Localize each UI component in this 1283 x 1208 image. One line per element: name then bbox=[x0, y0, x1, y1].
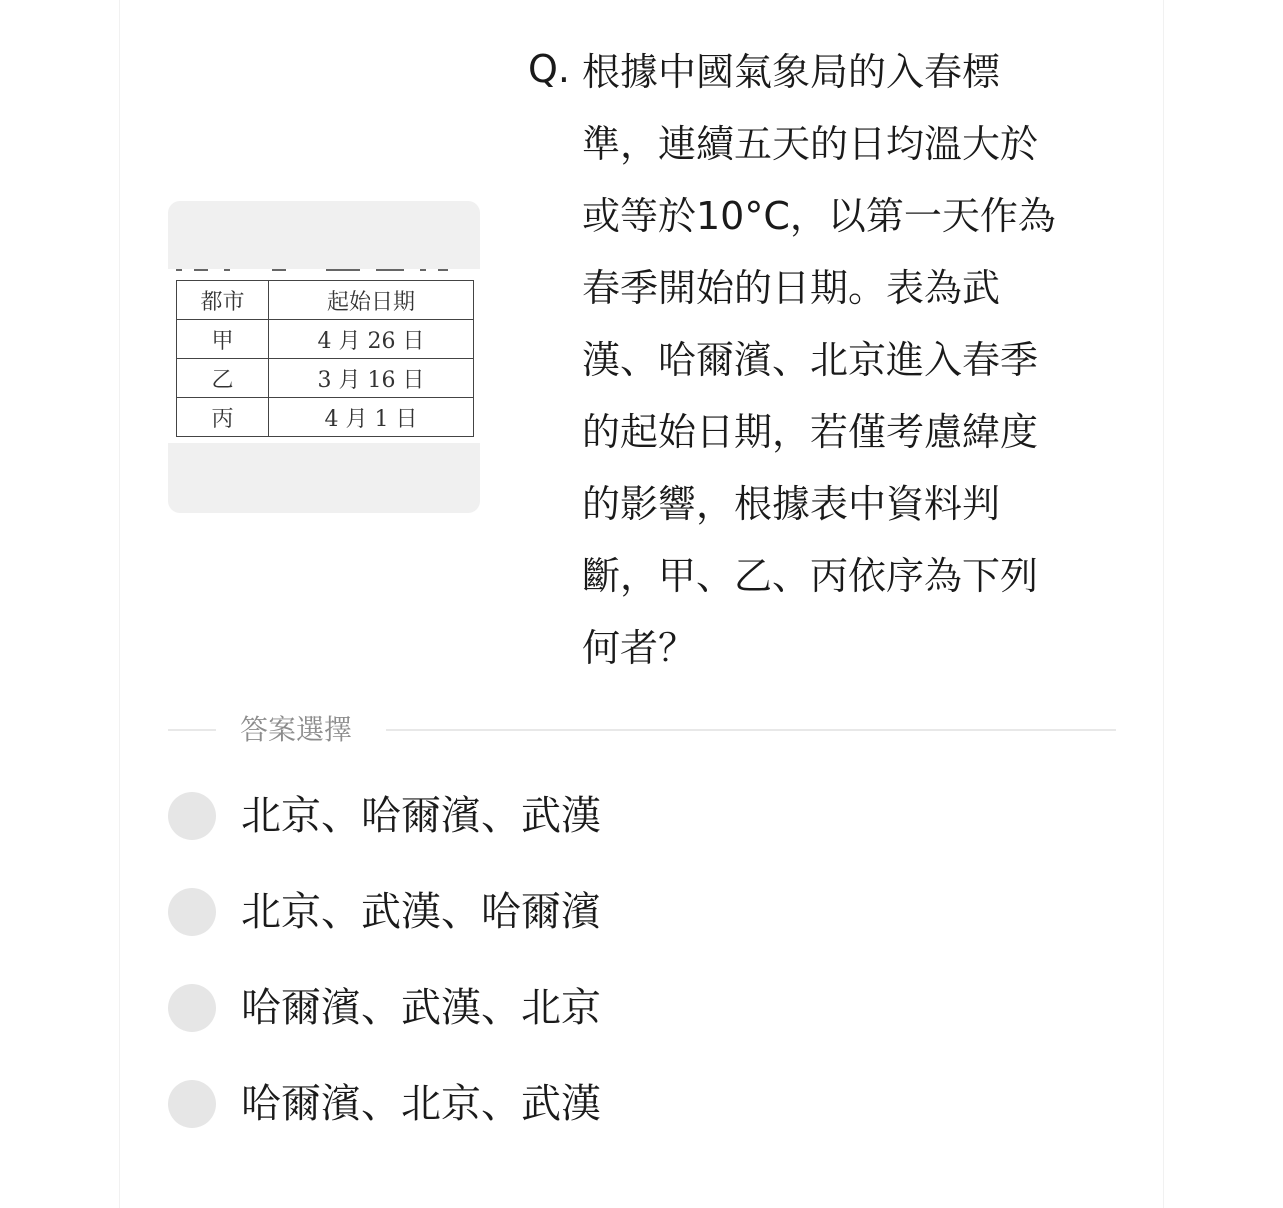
answer-option-label: 哈爾濱、武漢、北京 bbox=[241, 985, 601, 1031]
question-line: 漢、哈爾濱、北京進入春季 bbox=[582, 338, 1039, 382]
question-line: 或等於10°C，以第一天作為 bbox=[582, 194, 1056, 238]
radio-button[interactable] bbox=[168, 984, 216, 1032]
question-line: 的影響，根據表中資料判 bbox=[582, 482, 1001, 526]
city-spring-start-table bbox=[176, 280, 474, 437]
figure-paper bbox=[168, 269, 480, 443]
table-row bbox=[177, 398, 474, 437]
table-cell-city: 丙 bbox=[177, 398, 269, 437]
table-cell-date: 3 月 16 日 bbox=[269, 359, 474, 398]
answer-option-label: 哈爾濱、北京、武漢 bbox=[241, 1081, 601, 1127]
question-line: 準，連續五天的日均溫大於 bbox=[582, 122, 1039, 166]
question-text bbox=[582, 36, 1102, 684]
divider-line-left bbox=[168, 729, 216, 731]
answer-option-3[interactable] bbox=[168, 978, 868, 1038]
table-header-row bbox=[177, 281, 474, 320]
question-figure bbox=[168, 201, 480, 513]
question-line: 春季開始的日期。表為武 bbox=[582, 266, 1001, 310]
radio-button[interactable] bbox=[168, 888, 216, 936]
question-line: 何者？ bbox=[582, 626, 697, 670]
table-cell-date: 4 月 1 日 bbox=[269, 398, 474, 437]
table-cell-city: 甲 bbox=[177, 320, 269, 359]
radio-button[interactable] bbox=[168, 792, 216, 840]
answer-option-label: 北京、哈爾濱、武漢 bbox=[241, 793, 601, 839]
divider-line-right bbox=[386, 729, 1116, 731]
radio-button[interactable] bbox=[168, 1080, 216, 1128]
answer-option-4[interactable] bbox=[168, 1074, 868, 1134]
cropped-caption-trace bbox=[176, 269, 456, 275]
answer-section-label: 答案選擇 bbox=[240, 713, 353, 746]
table-row bbox=[177, 359, 474, 398]
table-header-city: 都市 bbox=[177, 281, 269, 320]
answer-option-2[interactable] bbox=[168, 882, 868, 942]
table-header-date: 起始日期 bbox=[269, 281, 474, 320]
table-cell-date: 4 月 26 日 bbox=[269, 320, 474, 359]
answer-option-1[interactable] bbox=[168, 786, 868, 846]
question-prefix: Q. bbox=[528, 47, 570, 91]
question-line: 斷，甲、乙、丙依序為下列 bbox=[582, 554, 1039, 598]
table-cell-city: 乙 bbox=[177, 359, 269, 398]
question-line: 根據中國氣象局的入春標 bbox=[582, 50, 1001, 94]
question-line: 的起始日期，若僅考慮緯度 bbox=[582, 410, 1039, 454]
answer-option-label: 北京、武漢、哈爾濱 bbox=[241, 889, 601, 935]
table-row bbox=[177, 320, 474, 359]
